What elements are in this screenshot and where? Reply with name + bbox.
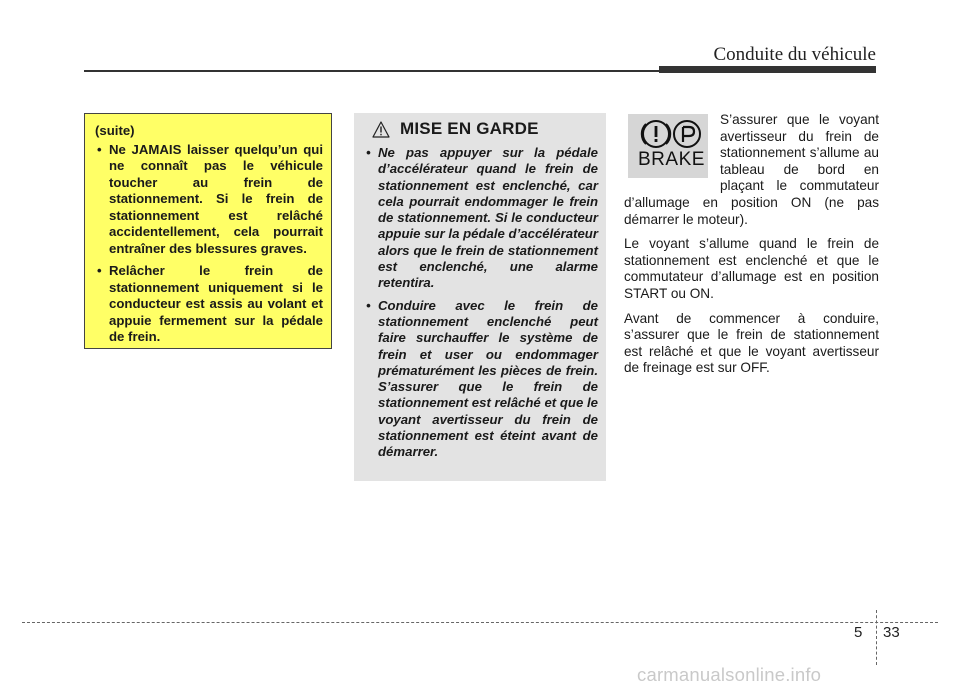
header-rule-thin bbox=[84, 70, 659, 72]
body-paragraph: Le voyant s’allume quand le frein de stationnement est enclenché et que le commutateur d’allumage est en position START ou ON. bbox=[624, 236, 879, 301]
caution-bullet: • Ne JAMAIS laisser quelqu’un qui ne connaît pas le véhicule toucher au frein de stationnement. Si le frein de stationnement est relâché accidentellement, cela pourrait entraîner des blessures graves. bbox=[95, 142, 323, 258]
warning-triangle-icon bbox=[372, 121, 390, 138]
body-column bbox=[624, 112, 879, 385]
caution-heading: (suite) bbox=[95, 123, 135, 138]
header-rule-thick bbox=[659, 66, 876, 73]
chapter-number: 5 bbox=[854, 624, 863, 641]
caution-bullets bbox=[95, 142, 323, 346]
page-header-title: Conduite du véhicule bbox=[713, 44, 876, 65]
caution-box bbox=[84, 113, 332, 349]
body-paragraph: Avant de commencer à conduire, s’assurer que le frein de stationnement est relâché et que le voyant avertisseur de freinage est sur OFF. bbox=[624, 310, 879, 376]
warning-box bbox=[354, 113, 606, 481]
footer-page-divider bbox=[876, 610, 877, 665]
page-number: 33 bbox=[883, 624, 900, 641]
caution-bullet: • Relâcher le frein de stationnement uniquement si le conducteur est assis au volant et appuie fermement sur la pédale de frein. bbox=[95, 263, 323, 346]
warning-bullets bbox=[364, 145, 598, 461]
watermark: carmanualsonline.info bbox=[637, 664, 822, 685]
footer-dashed-line bbox=[22, 622, 938, 623]
brake-label: BRAKE bbox=[638, 149, 705, 170]
warning-bullet: • Ne pas appuyer sur la pédale d’accélérateur quand le frein de stationnement est enclenché, car cela pourrait endommager le frein de stationnement. Si le conducteur appuie sur la pédale d’accélérateur alors que le frein de stationnement est enclenché, une alarme retentira. bbox=[364, 145, 598, 292]
warning-header bbox=[372, 119, 598, 139]
brake-warning-light-icon bbox=[628, 114, 708, 178]
warning-title: MISE EN GARDE bbox=[400, 119, 539, 138]
body-paragraph: S’assurer que le voyant avertisseur du frein de stationnement s’allume au tableau de bord en plaçant le commutateur d’allumage en position ON (ne pas démarrer le moteur). bbox=[624, 112, 879, 227]
warning-bullet: • Conduire avec le frein de stationnement enclenché peut faire surchauffer le système de frein et user ou endommager prématurément les pièces de frein. S’assurer que le frein de stationnement est relâché et que le voyant avertisseur du frein de stationnement est éteint avant de démarrer. bbox=[364, 298, 598, 461]
